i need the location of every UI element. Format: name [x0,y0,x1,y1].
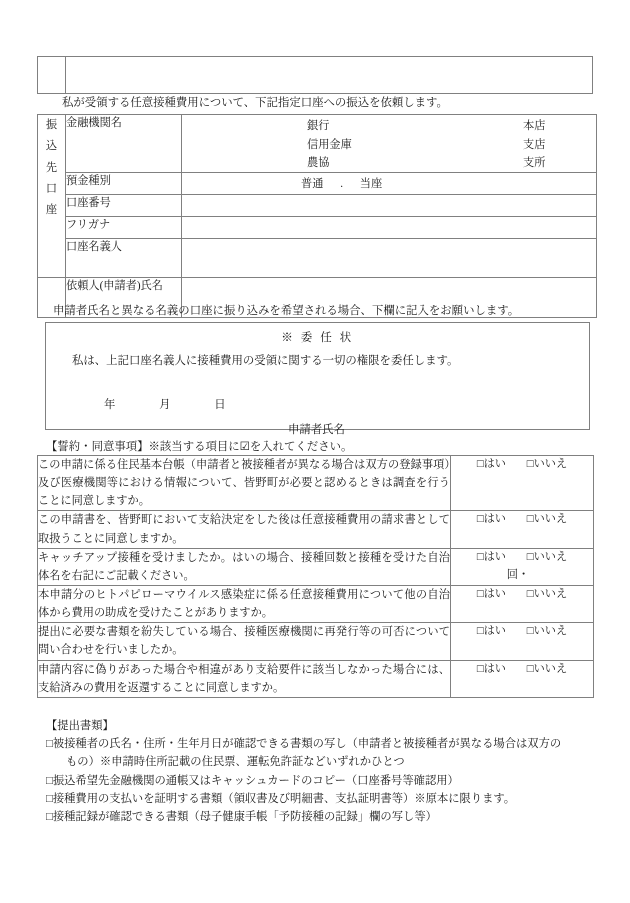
deposit-type-options [182,173,596,192]
checkbox-icon[interactable]: □ [526,587,534,600]
top-box-right-cell[interactable] [66,57,593,94]
power-of-attorney-body: 私は、上記口座名義人に接種費用の受領に関する一切の権限を委任します。 [72,354,459,367]
checkbox-icon[interactable]: □ [476,587,484,600]
consent-3-yes[interactable] [477,586,506,602]
consent-answer-4[interactable] [451,623,594,660]
institution-kind-bank[interactable]: 銀行 [307,120,330,132]
table-row-institution [38,115,597,173]
checkbox-icon[interactable]: □ [476,662,484,675]
table-row [38,548,594,585]
deposit-type-ordinary[interactable]: 普通 [301,178,324,190]
consent-5-no[interactable] [527,661,567,677]
required-documents-title: 【提出書類】 [46,720,114,732]
consent-3-yes-label: はい [483,587,506,600]
consent-question-3: 本申請分のヒトパピローマウイルス感染症に係る任意接種費用について他の自治体から費用の助成を受けたことがありますか。 [38,585,451,622]
consent-0-yes-label: はい [483,458,506,470]
consent-answer-3[interactable] [451,585,594,622]
consent-answer-2[interactable] [451,548,594,585]
checkbox-icon[interactable]: □ [526,625,534,638]
furigana-field[interactable] [182,217,597,239]
account-holder-label: 口座名義人 [66,239,182,278]
bank-account-table [37,114,597,318]
consent-2-no-label: いいえ [533,550,568,563]
consent-4-yes-label: はい [483,625,506,638]
consent-2-count-field[interactable]: 回・ [506,568,530,581]
table-row [38,660,594,697]
document-item-0-line2: もの）※申請時住所記載の住民票、運転免許証などいずれかひとつ [66,756,405,769]
transfer-request-notice: 私が受領する任意接種費用について、下記指定口座への振込を依頼します。 [62,97,448,109]
consent-4-no-label: いいえ [533,625,568,638]
checkbox-icon[interactable]: □ [526,662,534,675]
consent-1-yes[interactable] [477,511,506,527]
document-item-0[interactable] [46,735,594,771]
document-item-3[interactable] [46,808,594,826]
institution-name-label: 金融機関名 [66,115,182,173]
checkbox-icon[interactable]: □ [476,625,484,638]
branch-kind-branch[interactable]: 支店 [523,139,546,151]
branch-kind-office[interactable]: 支所 [523,157,546,169]
deposit-type-label: 預金種別 [66,173,182,195]
account-number-field[interactable] [182,195,597,217]
consent-answer-1[interactable] [451,511,594,548]
power-of-attorney-title: ※ 委 任 状 [281,331,354,344]
checkbox-icon[interactable]: □ [476,550,484,563]
table-row [38,511,594,548]
institution-kind-options [182,115,596,172]
side-label-char-3: 口 [45,182,58,195]
required-documents-section [46,718,594,826]
deposit-type-current[interactable]: 当座 [359,178,383,190]
consent-question-5: 申請内容に偽りがあった場合や相違があり支給要件に該当しなかった場合には、支給済みの費用を返還することに同意しますか。 [38,660,451,697]
document-item-0-line1: □被接種者の氏名・住所・生年月日が確認できる書類の写し（申請者と被接種者が異なる場合は双方の [46,738,562,751]
table-row-deposit-type [38,173,597,195]
date-month-label: 月 [159,399,171,412]
date-day-label: 日 [214,399,226,412]
power-of-attorney-date-line[interactable] [46,397,589,414]
table-row-account-holder [38,239,597,278]
branch-kind-head-office[interactable]: 本店 [523,120,546,132]
deposit-type-field[interactable] [182,173,597,195]
consent-5-no-label: いいえ [533,662,568,675]
consent-items-table [37,455,594,698]
consent-question-4: 提出に必要な書類を紛失している場合、接種医療機関に再発行等の可否について問い合わせを行いましたか。 [38,623,451,660]
institution-name-field[interactable] [182,115,597,173]
date-year-label: 年 [104,399,116,412]
consent-section-header: 【誓約・同意事項】※該当する項目に☑を入れてください。 [46,441,353,453]
consent-4-yes[interactable] [477,623,506,639]
side-label-char-2: 先 [45,161,58,174]
consent-question-2: キャッチアップ接種を受けましたか。はいの場合、接種回数と接種を受けた自治体名を右記にご記載ください。 [38,548,451,585]
consent-2-yes[interactable] [477,549,506,565]
consent-answer-0[interactable] [451,456,594,511]
table-row [38,623,594,660]
side-label-char-4: 座 [45,204,58,217]
table-row-furigana [38,217,597,239]
account-number-label: 口座番号 [66,195,182,217]
checkbox-icon[interactable]: □ [476,458,484,470]
furigana-label: フリガナ [66,217,182,239]
side-label-char-0: 振 [45,119,58,131]
consent-1-yes-label: はい [483,513,506,526]
consent-0-yes[interactable] [477,456,506,472]
power-of-attorney-box [45,322,590,436]
institution-kind-shinkin[interactable]: 信用金庫 [307,139,352,151]
document-item-2[interactable] [46,790,594,808]
consent-question-1: この申請書を、皆野町において支給決定をした後は任意接種費用の請求書として取扱うことに同意しますか。 [38,511,451,548]
consent-3-no-label: いいえ [533,587,568,600]
institution-kind-nokyo[interactable]: 農協 [307,157,330,169]
consent-0-no[interactable] [527,456,567,472]
checkbox-icon[interactable]: □ [526,458,534,470]
consent-4-no[interactable] [527,623,567,639]
consent-1-no[interactable] [527,511,567,527]
document-item-1[interactable] [46,772,594,790]
document-item-3-line1: □接種記録が確認できる書類（母子健康手帳「予防接種の記録」欄の写し等） [46,810,437,823]
consent-0-no-label: いいえ [533,458,568,470]
consent-2-yes-label: はい [483,550,506,563]
consent-1-no-label: いいえ [533,513,568,526]
consent-2-no[interactable] [527,549,567,565]
transfer-account-side-label [38,115,66,278]
table-row [38,456,594,511]
checkbox-icon[interactable]: □ [526,550,534,563]
account-holder-field[interactable] [182,239,597,278]
top-blank-box [37,56,593,94]
consent-5-yes-label: はい [483,662,506,675]
checkbox-icon[interactable]: □ [476,513,484,526]
different-account-name-notice: 申請者氏名と異なる名義の口座に振り込みを希望される場合、下欄に記入をお願いします。 [53,305,520,317]
table-row [38,57,593,94]
consent-3-no[interactable] [527,586,567,602]
top-box-left-cell[interactable] [38,57,66,94]
document-item-1-line1: □振込希望先金融機関の通帳又はキャッシュカードのコピー（口座番号等確認用） [46,774,459,787]
consent-5-yes[interactable] [477,661,506,677]
consent-answer-5[interactable] [451,660,594,697]
checkbox-icon[interactable]: □ [526,513,534,526]
table-row-account-number [38,195,597,217]
requester-name-label: 依頼人(申請者)氏名 [66,278,182,318]
deposit-type-separator: . [340,178,343,190]
side-label-char-1: 込 [45,140,58,153]
power-of-attorney-signature-label[interactable]: 申請者氏名 [288,423,345,436]
table-row [38,585,594,622]
consent-question-0: この申請に係る住民基本台帳（申請者と被接種者が異なる場合は双方の登録事項）及び医療機関等における情報について、皆野町が必要と認めるときは調査を行うことに同意しますか。 [38,456,451,511]
document-item-2-line1: □接種費用の支払いを証明する書類（領収書及び明細書、支払証明書等）※原本に限ります。 [46,792,516,805]
